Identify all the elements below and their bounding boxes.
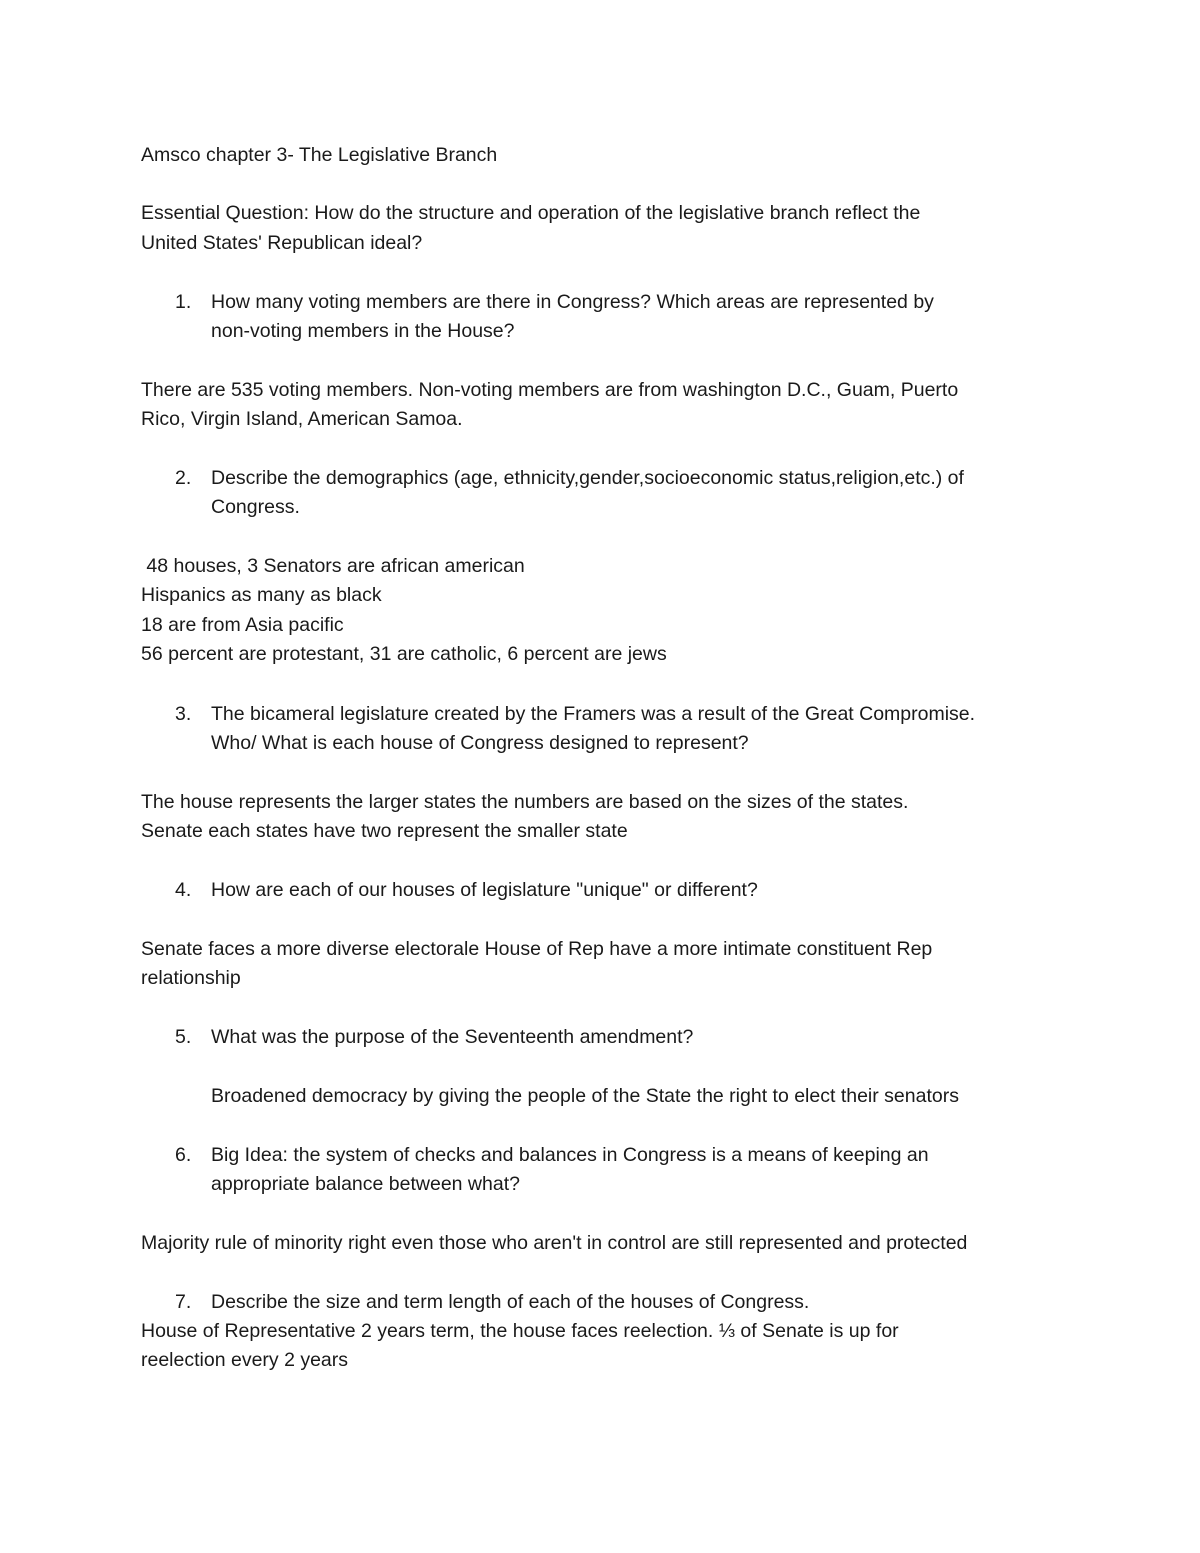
answer-4-line-2: relationship (141, 967, 241, 989)
question-text-line-2: Who/ What is each house of Congress designed to represent? (211, 732, 749, 754)
answer-1-line-2: Rico, Virgin Island, American Samoa. (141, 408, 463, 430)
question-text-line-2: appropriate balance between what? (211, 1173, 520, 1195)
answer-2-line-4: 56 percent are protestant, 31 are catholic, 6 percent are jews (141, 643, 667, 665)
question-text-line-2: non-voting members in the House? (211, 320, 515, 342)
answer-3-line-1: The house represents the larger states the numbers are based on the sizes of the states. (141, 791, 909, 813)
question-text-line-1: What was the purpose of the Seventeenth amendment? (211, 1026, 694, 1048)
answer-4-line-1: Senate faces a more diverse electorale House of Rep have a more intimate constituent Rep (141, 938, 933, 960)
question-text-line-1: Describe the size and term length of each of the houses of Congress. (211, 1291, 810, 1313)
answer-2-line-1: 48 houses, 3 Senators are african american (141, 555, 525, 577)
answer-2-line-2: Hispanics as many as black (141, 584, 382, 606)
question-number: 4. (175, 879, 192, 901)
answer-7-line-1: House of Representative 2 years term, the house faces reelection. ⅓ of Senate is up for (141, 1320, 899, 1342)
question-text-line-1: How are each of our houses of legislature "unique" or different? (211, 879, 758, 901)
answer-2-line-3: 18 are from Asia pacific (141, 614, 344, 636)
answer-3-line-2: Senate each states have two represent the smaller state (141, 820, 628, 842)
answer-6-line-1: Majority rule of minority right even those who aren't in control are still represented and protected (141, 1232, 968, 1254)
question-number: 5. (175, 1026, 192, 1048)
essential-question-line-1: Essential Question: How do the structure and operation of the legislative branch reflect the (141, 202, 921, 224)
answer-5-line-1: Broadened democracy by giving the people of the State the right to elect their senators (211, 1085, 959, 1107)
answer-1-line-1: There are 535 voting members. Non-voting members are from washington D.C., Guam, Puerto (141, 379, 959, 401)
question-number: 3. (175, 703, 192, 725)
essential-question-line-2: United States' Republican ideal? (141, 232, 423, 254)
question-text-line-1: Describe the demographics (age, ethnicity,gender,socioeconomic status,religion,etc.) of (211, 467, 964, 489)
question-number: 2. (175, 467, 192, 489)
question-number: 7. (175, 1291, 192, 1313)
answer-7-line-2: reelection every 2 years (141, 1349, 349, 1371)
question-number: 1. (175, 291, 192, 313)
question-text-line-1: How many voting members are there in Congress? Which areas are represented by (211, 291, 934, 313)
question-text-line-1: Big Idea: the system of checks and balances in Congress is a means of keeping an (211, 1144, 929, 1166)
question-number: 6. (175, 1144, 192, 1166)
question-text-line-2: Congress. (211, 496, 300, 518)
document-title: Amsco chapter 3- The Legislative Branch (141, 144, 498, 166)
question-text-line-1: The bicameral legislature created by the Framers was a result of the Great Compromise. (211, 703, 976, 725)
